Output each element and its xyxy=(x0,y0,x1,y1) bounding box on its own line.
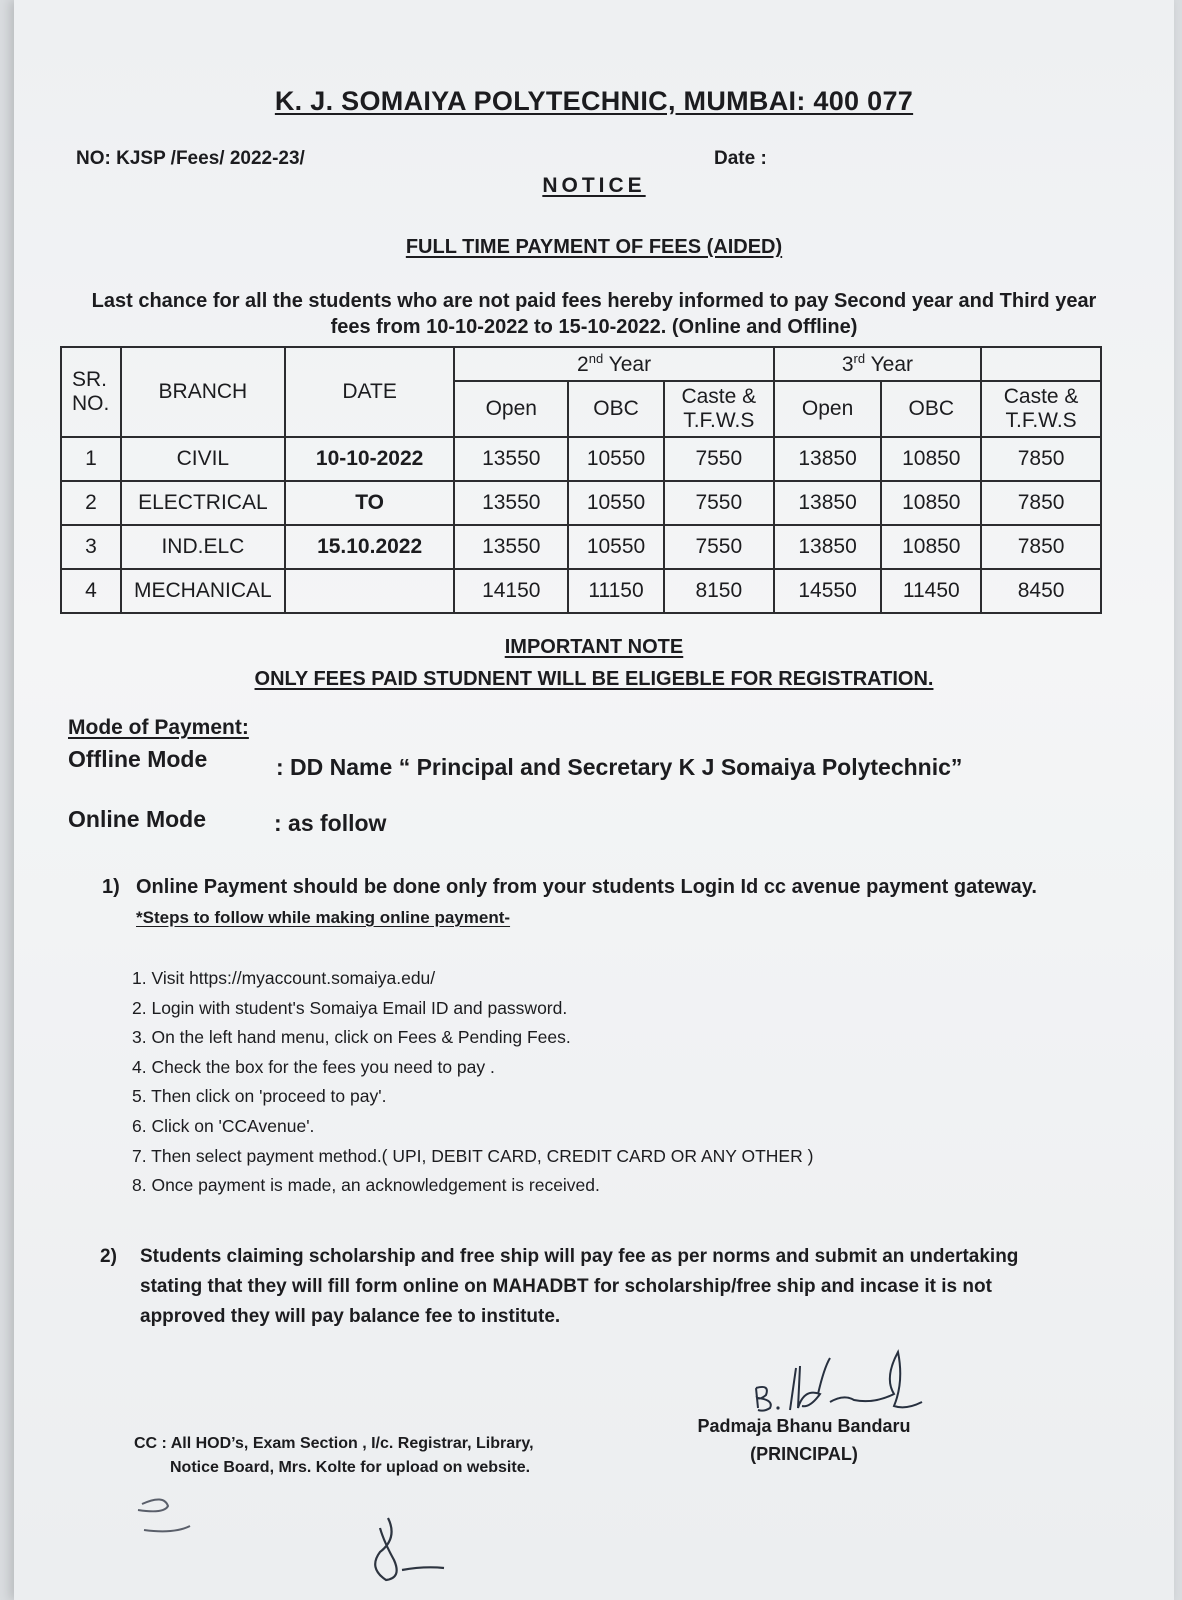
offline-mode-value: : DD Name “ Principal and Secretary K J Somaiya Polytechnic” xyxy=(276,754,963,780)
offline-mode-label: Offline Mode xyxy=(68,746,208,772)
cell-sr: 4 xyxy=(61,569,121,613)
list-item: 5. Then click on 'proceed to pay'. xyxy=(132,1086,387,1107)
header-y3-open: Open xyxy=(774,381,882,437)
cell-y2-open: 13550 xyxy=(454,525,568,569)
cell-y3-obc: 10850 xyxy=(881,481,981,525)
cell-y3-caste: 7850 xyxy=(981,481,1101,525)
cell-y2-obc: 11150 xyxy=(568,569,664,613)
signatory-designation: (PRINCIPAL) xyxy=(750,1444,858,1464)
online-payment-steps xyxy=(132,964,813,1201)
list-item: 1. Visit https://myaccount.somaiya.edu/ xyxy=(132,968,436,988)
important-note-text xyxy=(14,668,1174,691)
header-y3-obc: OBC xyxy=(881,381,981,437)
cell-y2-caste: 7550 xyxy=(664,437,774,481)
cell-date xyxy=(285,569,455,613)
table-row xyxy=(61,481,1101,525)
signatory-block xyxy=(654,1412,954,1468)
fees-table xyxy=(60,346,1102,614)
second-year-suffix: nd xyxy=(588,351,604,366)
cell-y2-obc: 10550 xyxy=(568,481,664,525)
institution-title-text: K. J. SOMAIYA POLYTECHNIC, MUMBAI: 400 077 xyxy=(274,86,914,116)
cell-sr: 2 xyxy=(61,481,121,525)
notice-heading xyxy=(14,174,1174,198)
reference-number: NO: KJSP /Fees/ 2022-23/ xyxy=(76,148,305,169)
header-third-year xyxy=(774,347,981,381)
notice-sheet xyxy=(14,0,1174,1600)
cell-y2-caste: 7550 xyxy=(664,525,774,569)
cell-sr: 1 xyxy=(61,437,121,481)
cell-y2-open: 13550 xyxy=(454,481,568,525)
important-note-heading-text: IMPORTANT NOTE xyxy=(504,636,684,658)
point-2 xyxy=(100,1242,1080,1332)
cell-y2-open: 14150 xyxy=(454,569,568,613)
third-year-word: Year xyxy=(870,353,914,376)
cell-branch: ELECTRICAL xyxy=(121,481,285,525)
intro-paragraph: Last chance for all the students who are not paid fees hereby informed to pay Second year and Third year fees from 10-10-2022 to 15-10-2022. (Online and Offline) xyxy=(91,290,1097,338)
point-2-number: 2) xyxy=(100,1246,117,1267)
initials-mark-left xyxy=(124,1490,214,1540)
cell-date: 15.10.2022 xyxy=(285,525,455,569)
cell-branch: IND.ELC xyxy=(121,525,285,569)
table-row xyxy=(61,525,1101,569)
list-item: 2. Login with student's Somaiya Email ID and password. xyxy=(132,997,568,1018)
steps-heading: *Steps to follow while making online payment- xyxy=(136,908,511,927)
subject-heading xyxy=(14,236,1174,259)
header-y2-caste: Caste & T.F.W.S xyxy=(664,381,774,437)
principal-signature xyxy=(734,1338,934,1418)
cell-y3-obc: 11450 xyxy=(881,569,981,613)
table-row xyxy=(61,437,1101,481)
payment-mode-heading: Mode of Payment: xyxy=(68,716,249,739)
third-year-suffix: rd xyxy=(853,351,866,366)
date-label: Date : xyxy=(714,148,767,169)
cell-y3-caste: 7850 xyxy=(981,437,1101,481)
cell-y3-caste: 7850 xyxy=(981,525,1101,569)
institution-title xyxy=(14,86,1174,117)
table-row xyxy=(61,569,1101,613)
second-year-word: Year xyxy=(608,353,652,376)
list-item: 4. Check the box for the fees you need to pay . xyxy=(132,1056,495,1077)
list-item: 7. Then select payment method.( UPI, DEBIT CARD, CREDIT CARD OR ANY OTHER ) xyxy=(132,1145,814,1166)
third-year-number: 3 xyxy=(841,353,854,376)
list-item: 3. On the left hand menu, click on Fees & Pending Fees. xyxy=(132,1027,571,1048)
second-year-number: 2 xyxy=(577,353,589,376)
cell-y3-open: 13850 xyxy=(774,437,882,481)
signatory-name: Padmaja Bhanu Bandaru xyxy=(697,1416,911,1436)
header-y3-caste: Caste & T.F.W.S xyxy=(981,381,1101,437)
online-mode-value: : as follow xyxy=(274,810,387,836)
point-1 xyxy=(102,876,1082,899)
point-1-number: 1) xyxy=(102,876,120,898)
header-blank xyxy=(981,347,1101,381)
cell-y2-obc: 10550 xyxy=(568,525,664,569)
important-note-heading xyxy=(14,636,1174,659)
list-item: 6. Click on 'CCAvenue'. xyxy=(132,1115,315,1136)
cell-sr: 3 xyxy=(61,525,121,569)
header-y2-open: Open xyxy=(454,381,568,437)
cell-branch: CIVIL xyxy=(121,437,285,481)
notice-heading-text: NOTICE xyxy=(542,174,646,197)
cell-date: TO xyxy=(285,481,455,525)
cell-y3-caste: 8450 xyxy=(981,569,1101,613)
cell-y2-obc: 10550 xyxy=(568,437,664,481)
point-1-text: Online Payment should be done only from your students Login Id cc avenue payment gateway. xyxy=(136,876,1037,898)
cell-y3-open: 13850 xyxy=(774,525,882,569)
cell-y2-caste: 8150 xyxy=(664,569,774,613)
header-date: DATE xyxy=(285,347,455,437)
cell-y3-open: 14550 xyxy=(774,569,882,613)
subject-heading-text: FULL TIME PAYMENT OF FEES (AIDED) xyxy=(405,236,783,258)
cc-line-2: Notice Board, Mrs. Kolte for upload on website. xyxy=(170,1459,531,1476)
list-item: 8. Once payment is made, an acknowledgement is received. xyxy=(132,1175,600,1196)
cell-y2-caste: 7550 xyxy=(664,481,774,525)
cc-list xyxy=(134,1432,534,1480)
header-y2-obc: OBC xyxy=(568,381,664,437)
cc-line-1: CC : All HOD’s, Exam Section , I/c. Registrar, Library, xyxy=(134,1435,534,1452)
initials-mark-bottom xyxy=(354,1508,464,1600)
cell-y3-obc: 10850 xyxy=(881,525,981,569)
online-mode-label: Online Mode xyxy=(68,806,206,832)
cell-y2-open: 13550 xyxy=(454,437,568,481)
point-2-text: Students claiming scholarship and free ship will pay fee as per norms and submit an undertaking stating that they will fill form online on MAHADBT for scholarship/free ship and incase it is not approved they will pay balance fee to institute. xyxy=(140,1246,1019,1327)
table-header-row xyxy=(61,347,1101,381)
cell-y3-obc: 10850 xyxy=(881,437,981,481)
cell-branch: MECHANICAL xyxy=(121,569,285,613)
header-sr-no: SR. NO. xyxy=(61,347,121,437)
header-branch: BRANCH xyxy=(121,347,285,437)
cell-y3-open: 13850 xyxy=(774,481,882,525)
cell-date: 10-10-2022 xyxy=(285,437,455,481)
header-second-year xyxy=(454,347,773,381)
important-note-body: ONLY FEES PAID STUDNENT WILL BE ELIGEBLE FOR REGISTRATION. xyxy=(254,668,934,690)
